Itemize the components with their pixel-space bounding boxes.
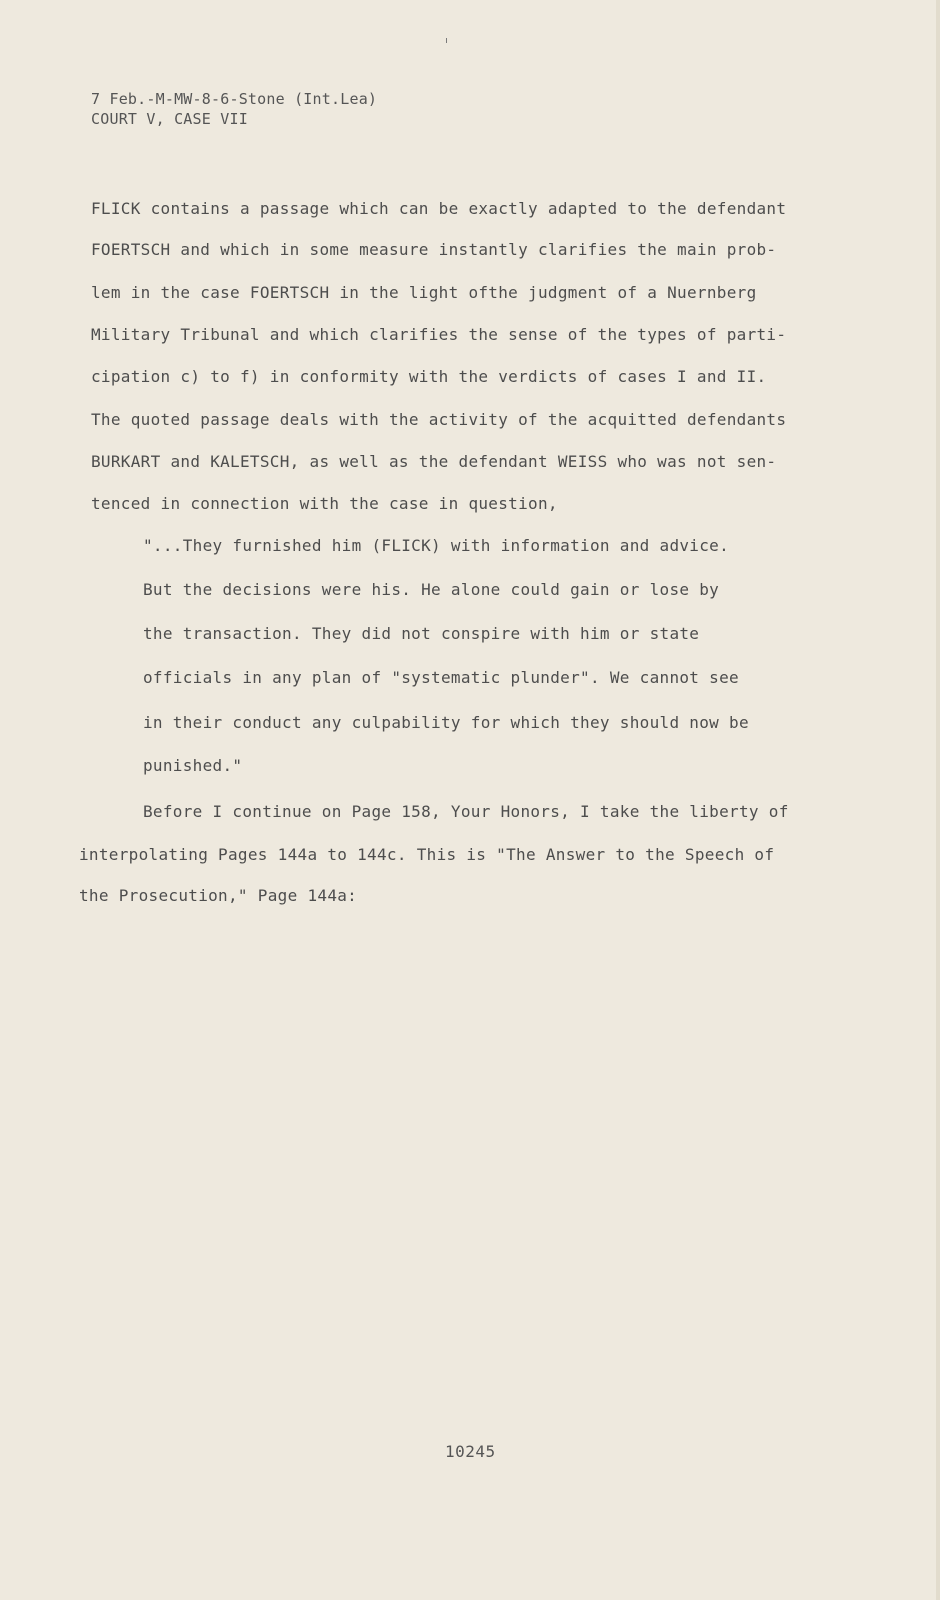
text-line: BURKART and KALETSCH, as well as the defendant WEISS who was not sen-	[91, 452, 777, 471]
page-number: 10245	[445, 1442, 496, 1461]
text-line: lem in the case FOERTSCH in the light ofthe judgment of a Nuernberg	[91, 283, 757, 302]
quote-line: officials in any plan of "systematic plunder". We cannot see	[143, 668, 739, 687]
header-line-reference: 7 Feb.-M-MW-8-6-Stone (Int.Lea)	[91, 90, 378, 108]
text-line: Before I continue on Page 158, Your Honors, I take the liberty of	[143, 802, 789, 821]
text-line: FLICK contains a passage which can be exactly adapted to the defendant	[91, 199, 787, 218]
document-header	[91, 89, 377, 129]
text-line: The quoted passage deals with the activity of the acquitted defendants	[91, 410, 787, 429]
text-line: Military Tribunal and which clarifies the sense of the types of parti-	[91, 325, 787, 344]
text-line: cipation c) to f) in conformity with the verdicts of cases I and II.	[91, 367, 767, 386]
quote-line: punished."	[143, 756, 243, 775]
text-line: FOERTSCH and which in some measure instantly clarifies the main prob-	[91, 240, 777, 259]
quote-line: in their conduct any culpability for which they should now be	[143, 713, 749, 732]
quote-line: But the decisions were his. He alone could gain or lose by	[143, 580, 720, 599]
quote-line: "...They furnished him (FLICK) with information and advice.	[143, 536, 730, 555]
header-line-court: COURT V, CASE VII	[91, 110, 248, 128]
punch-mark	[446, 38, 447, 43]
quote-line: the transaction. They did not conspire with him or state	[143, 624, 700, 643]
text-line: tenced in connection with the case in question,	[91, 494, 558, 513]
text-line: interpolating Pages 144a to 144c. This is "The Answer to the Speech of	[79, 845, 775, 864]
text-line: the Prosecution," Page 144a:	[79, 886, 358, 905]
